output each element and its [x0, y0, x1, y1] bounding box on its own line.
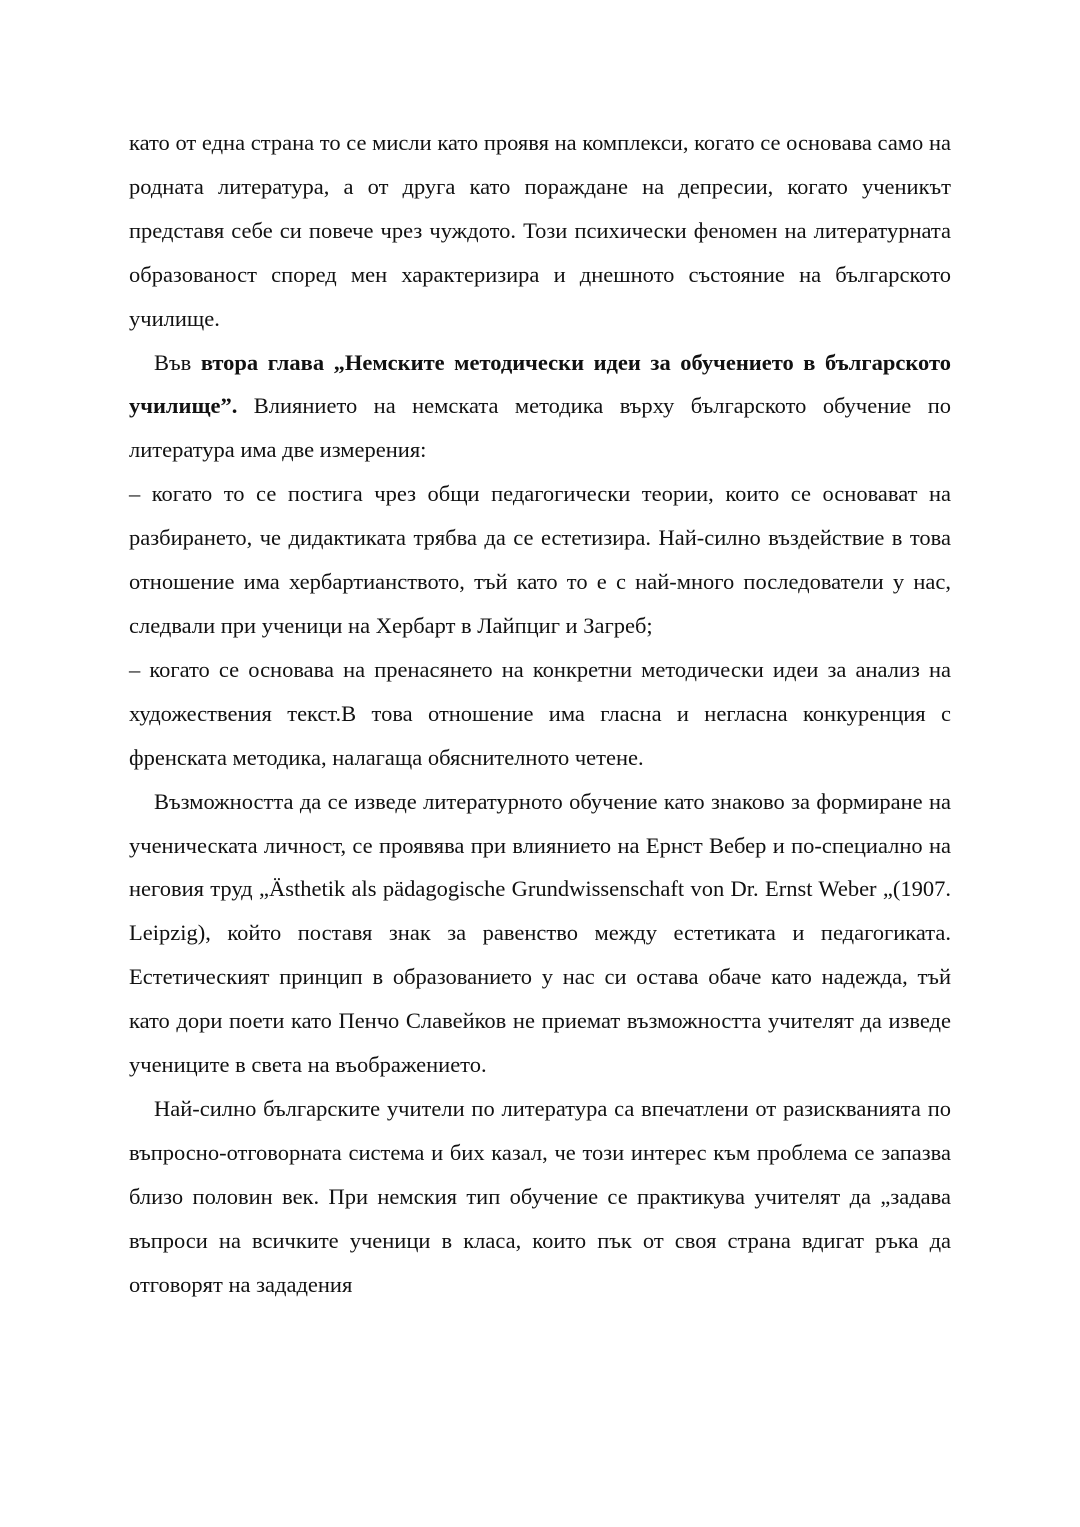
paragraph-text: Влиянието на немската методика върху българското обучение по литература има две измерения: [129, 393, 951, 463]
list-item-methodical-ideas: – когато се основава на пренасянето на конкретни методически идеи за анализ на художествения текст.В това отношение има гласна и негласна конкуренция с френската методика, налагаща обяснителното четене. [129, 656, 951, 770]
paragraph-lead: Във [154, 349, 201, 375]
chapter-title-bold: втора глава „Немските методически идеи за обучението в българското училище”. [129, 349, 952, 419]
paragraph-second-chapter [129, 341, 951, 473]
paragraph-weber: Възможността да се изведе литературното обучение като знаково за формиране на ученическата личност, се проявява при влиянието на Ернст Вебер и по-специално на неговия труд „Ästhetik als pädagogische Grundwissenschaft von Dr. Ernst Weber „(1907. Leipzig), който поставя знак за равенство между естетиката и педагогиката. Естетическият принцип в образованието у нас си остава обаче като надежда, тъй като дори поети като Пенчо Славейков не приемат възможността учителят да изведе учениците в света на въображението. [129, 788, 951, 1078]
list-item-pedagogical-theories: – когато то се постига чрез общи педагогически теории, които се основават на разбирането, че дидактиката трябва да се естетизира. Най-силно въздействие в това отношение има хербартианството, тъй като то е с най-много последователи у нас, следвали при ученици на Хербарт в Лайпциг и Загреб; [129, 481, 951, 638]
paragraph-complexes: като от една страна то се мисли като проявя на комплекси, когато се основава само на родната литература, а от друга като пораждане на депресии, когато ученикът представя себе си повече чрез чуждото. Този психически феномен на литературната образованост според мен характеризира и днешното състояние на българското училище. [129, 130, 951, 331]
paragraph-question-answer: Най-силно българските учители по литература са впечатлени от разискванията по въпросно-отговорната система и бих казал, че този интерес към проблема се запазва близо половин век. При немския тип обучение се практикува учителят да „задава въпроси на всичките ученици в класа, които пък от своя страна вдигат ръка да отговорят на зададения [129, 1095, 951, 1297]
document-page [129, 121, 951, 1306]
